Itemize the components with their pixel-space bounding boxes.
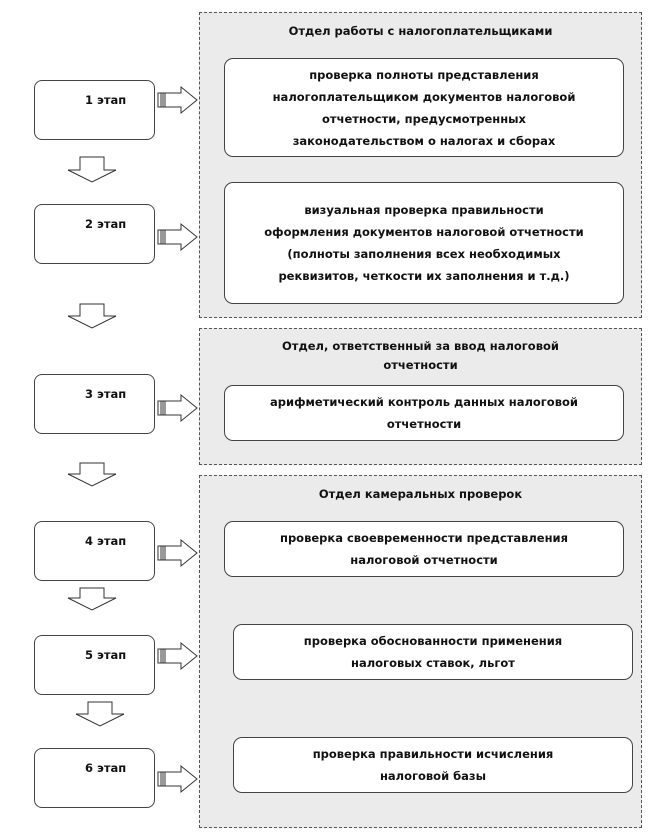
task-text-line: проверка обоснованности применения [303,634,563,648]
task-text-line: налоговой отчетности [350,553,498,567]
down-arrow-icon [68,304,116,328]
right-arrow-icon [158,224,197,250]
right-arrow-icon [158,87,197,113]
down-arrow-icon [76,702,124,726]
task-text-line: проверка правильности исчисления [312,747,554,761]
task-text-line: отчетности, предусмотренных [322,111,526,126]
task-text-line: реквизитов, четкости их заполнения и т.д.) [278,269,570,283]
right-arrow-icon [158,395,197,421]
stage-label: 2 этап [85,217,127,231]
task-text-line: налогоплательщиком документов налоговой [272,89,576,104]
department-title-line: Отдел камеральных проверок [318,487,523,501]
task-text-line: оформления документов налоговой отчетности [264,225,584,239]
task-text-line: проверка полноты представления [309,67,539,82]
task-text-line: отчетности [386,417,462,431]
right-arrow-icon [158,540,197,566]
right-arrow-icon [158,766,197,792]
right-arrow-icon [158,643,197,669]
stage-label: 4 этап [85,534,127,548]
task-text-line: законодательством о налогах и сборах [292,133,556,148]
stage-label: 6 этап [85,761,127,775]
task-text-line: (полноты заполнения всех необходимых [287,247,561,261]
department-title-line: Отдел работы с налогоплательщиками [288,24,553,38]
department-title-line: отчетности [383,358,458,372]
task-text-line: арифметический контроль данных налоговой [270,395,578,409]
task-text-line: проверка своевременности представления [280,531,568,545]
task-text-line: налоговых ставок, льгот [351,656,515,670]
down-arrow-icon [68,157,116,182]
down-arrow-icon [68,588,116,610]
task-text-line: налоговой базы [379,769,487,783]
stage-label: 1 этап [85,93,127,107]
department-title-line: Отдел, ответственный за ввод налоговой [282,339,559,353]
stage-label: 3 этап [85,387,127,401]
task-text-line: визуальная проверка правильности [304,203,544,217]
down-arrow-icon [68,463,116,486]
stage-label: 5 этап [85,648,127,662]
